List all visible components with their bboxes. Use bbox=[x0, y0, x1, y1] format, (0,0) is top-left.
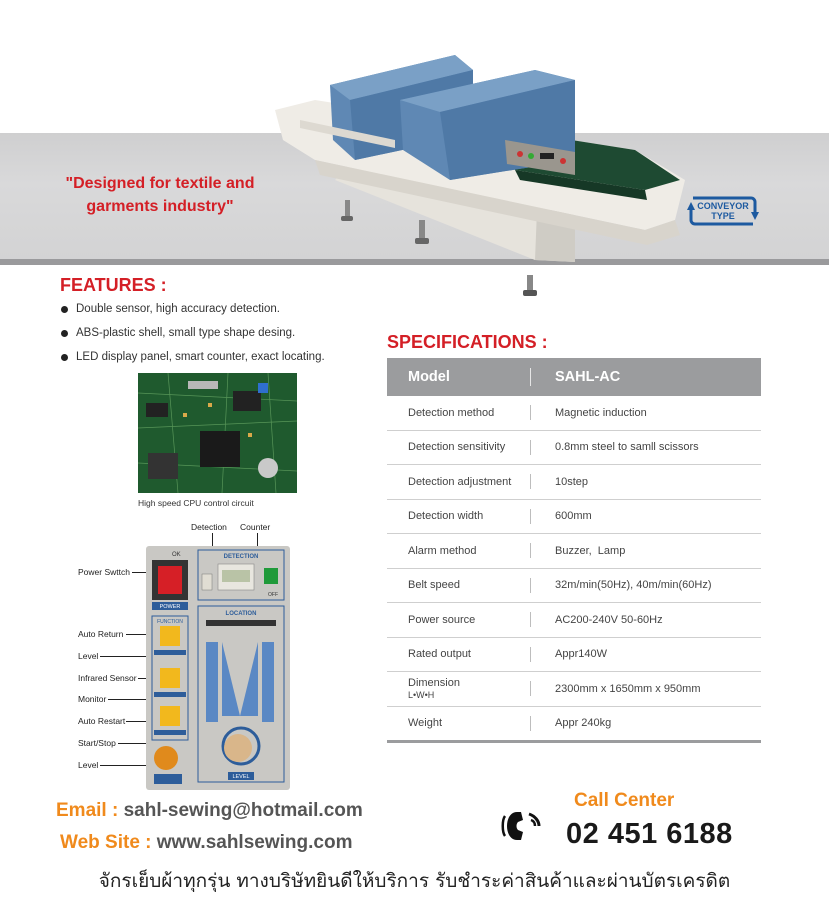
callout-start-stop: Start/Stop bbox=[78, 738, 116, 748]
spec-value: Appr140W bbox=[555, 648, 607, 661]
panel-off-label: OFF bbox=[268, 592, 278, 598]
circuit-board-image bbox=[138, 373, 297, 493]
features-heading: FEATURES : bbox=[60, 275, 167, 295]
email-line bbox=[56, 800, 363, 822]
spec-row bbox=[387, 396, 761, 431]
feature-item: Double sensor, high accuracy detection. bbox=[60, 301, 325, 325]
panel-power-label: POWER bbox=[159, 604, 181, 610]
spec-value: Magnetic induction bbox=[555, 406, 647, 419]
website-line bbox=[60, 832, 352, 854]
conveyor-type-badge bbox=[687, 192, 759, 230]
spec-label: Detection sensitivity bbox=[408, 441, 506, 454]
panel-location-label: LOCATION bbox=[225, 611, 257, 617]
spec-row bbox=[387, 638, 761, 673]
spec-row bbox=[387, 569, 761, 604]
spec-value: 2300mm x 1650mm x 950mm bbox=[555, 682, 701, 695]
spec-label: Power source bbox=[408, 613, 476, 626]
spec-value: Buzzer, Lamp bbox=[555, 544, 626, 557]
panel-detection-label: DETECTION bbox=[223, 554, 259, 560]
callout-infrared-sensor: Infrared Sensor bbox=[78, 673, 137, 683]
board-caption: High speed CPU control circuit bbox=[138, 498, 254, 508]
panel-function-label: FUNCTION bbox=[157, 619, 183, 625]
spec-label: Weight bbox=[408, 717, 443, 730]
phone-number[interactable]: 02 451 6188 bbox=[566, 818, 733, 850]
spec-label: Belt speed bbox=[408, 579, 460, 592]
feature-item: LED display panel, smart counter, exact locating. bbox=[60, 349, 325, 373]
phone-icon bbox=[501, 806, 553, 846]
tagline-line-1: "Designed for textile and bbox=[65, 175, 255, 192]
callout-detection: Detection bbox=[191, 522, 227, 532]
callout-power-switch: Power Swttch bbox=[78, 567, 130, 577]
website-link[interactable]: www.sahlsewing.com bbox=[156, 832, 353, 853]
callout-monitor: Monitor bbox=[78, 694, 107, 704]
callout-auto-restart: Auto Restart bbox=[78, 716, 126, 726]
spec-value: AC200-240V 50-60Hz bbox=[555, 613, 663, 626]
feature-item: ABS-plastic shell, small type shape desing. bbox=[60, 325, 325, 349]
panel-ok-label: OK bbox=[172, 552, 181, 558]
spec-separator bbox=[530, 368, 531, 386]
callout-counter: Counter bbox=[240, 522, 271, 532]
badge-line-1: CONVEYOR bbox=[697, 201, 749, 211]
metal-detector-machine-image bbox=[275, 40, 695, 302]
spec-label: Detection width bbox=[408, 510, 484, 523]
callout-level-1: Level bbox=[78, 651, 99, 661]
panel-level-label: LEVEL bbox=[232, 774, 250, 780]
spec-header-label: Model bbox=[408, 369, 450, 385]
spec-value: 0.8mm steel to samll scissors bbox=[555, 441, 699, 454]
specifications-heading: SPECIFICATIONS : bbox=[387, 332, 548, 352]
spec-table-header bbox=[387, 358, 761, 396]
features-list bbox=[60, 301, 325, 373]
spec-row bbox=[387, 534, 761, 569]
spec-value: Appr 240kg bbox=[555, 717, 612, 730]
callout-level-2: Level bbox=[78, 760, 99, 770]
spec-header-value: SAHL-AC bbox=[555, 369, 621, 385]
spec-row bbox=[387, 672, 761, 707]
tagline bbox=[40, 172, 280, 218]
spec-row bbox=[387, 603, 761, 638]
spec-row bbox=[387, 500, 761, 535]
spec-value: 10step bbox=[555, 475, 589, 488]
spec-label: Dimension bbox=[408, 676, 460, 689]
spec-row bbox=[387, 465, 761, 500]
badge-line-2: TYPE bbox=[711, 211, 735, 221]
spec-value: 600mm bbox=[555, 510, 592, 523]
spec-label: Detection adjustment bbox=[408, 475, 512, 488]
spec-label-dimension bbox=[387, 677, 529, 701]
email-label: Email : bbox=[56, 800, 124, 821]
spec-label: Rated output bbox=[408, 648, 471, 661]
website-label: Web Site : bbox=[60, 832, 157, 853]
spec-value: 32m/min(50Hz), 40m/min(60Hz) bbox=[555, 579, 712, 592]
call-center-title: Call Center bbox=[574, 790, 675, 811]
specifications-table bbox=[387, 358, 761, 743]
spec-label: Alarm method bbox=[408, 544, 477, 557]
tagline-line-2: garments industry" bbox=[86, 198, 234, 215]
control-panel-image bbox=[146, 546, 290, 790]
spec-label-sub: L•W•H bbox=[408, 689, 435, 700]
spec-row bbox=[387, 431, 761, 466]
email-address[interactable]: sahl-sewing@hotmail.com bbox=[123, 800, 363, 821]
spec-label: Detection method bbox=[408, 406, 495, 419]
spec-row bbox=[387, 707, 761, 744]
thai-service-text: จักรเย็บผ้าทุกรุ่น ทางบริษัทยินดีให้บริการ รับชำระค่าสินค้าและผ่านบัตรเครดิต bbox=[98, 870, 731, 892]
callout-auto-return: Auto Return bbox=[78, 629, 124, 639]
